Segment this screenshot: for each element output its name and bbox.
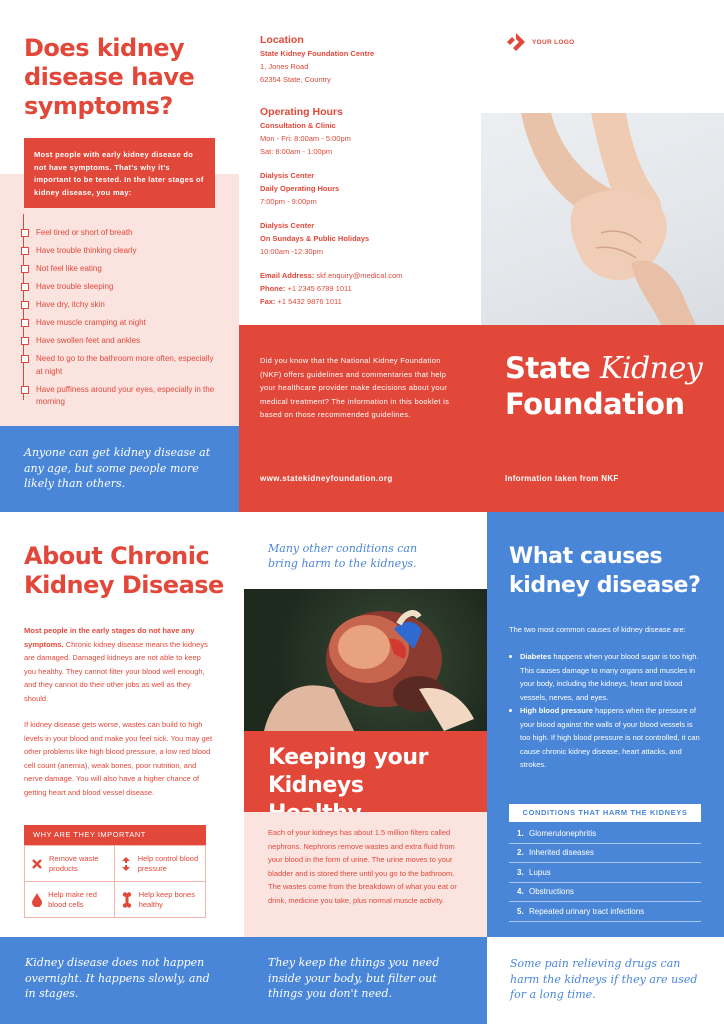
condition-number: 5. [517, 906, 524, 916]
banner-source: Information taken from NKF [505, 474, 619, 483]
symptom-item: Have puffiness around your eyes, especially in the morning [22, 384, 222, 409]
hours-line: Sat: 8:00am - 1:00pm [260, 147, 333, 156]
symptoms-list [22, 227, 222, 414]
bullet-icon [509, 709, 512, 712]
contact-lines [260, 269, 460, 308]
why-item-label: Remove waste products [49, 854, 99, 873]
about-title: About Chronic Kidney Disease [24, 542, 224, 599]
symptoms-title: Does kidney disease have symptoms? [24, 34, 195, 120]
logo-text: YOUR LOGO [532, 38, 575, 46]
why-item-label: Help keep bones healthy [138, 890, 195, 909]
banner-url[interactable]: www.statekidneyfoundation.org [260, 474, 393, 483]
panel1-quote-box [0, 426, 239, 512]
condition-label: Glomerulonephritis [529, 828, 597, 838]
symptom-item: Not feel like eating [22, 263, 222, 276]
hours-heading: Dialysis Center [260, 221, 315, 230]
fax-label: Fax: [260, 297, 276, 306]
condition-item [509, 883, 701, 903]
symptom-item: Have trouble sleeping [22, 281, 222, 294]
kidney-model-photo [244, 589, 487, 731]
phone-label: Phone: [260, 284, 286, 293]
condition-number: 4. [517, 887, 524, 897]
email-label: Email Address: [260, 271, 315, 280]
hours-heading: Dialysis Center [260, 171, 315, 180]
cause-item-text: happens when the pressure of your blood against the walls of your blood vessels is too high. If high blood pressure is not controlled, it can cause chronic kidney disease, heart attacks, and strokes. [520, 706, 700, 769]
hours-block [260, 219, 460, 258]
symptom-item: Have swollen feet and ankles [22, 335, 222, 348]
hands-illustration [481, 113, 724, 325]
brand-kidney: Kidney [599, 351, 703, 386]
symptom-item: Have trouble thinking clearly [22, 245, 222, 258]
about-para-2: If kidney disease gets worse, wastes can build to high levels in your blood and make you feel sick. You may get other problems like high blood pressure, a low red blood cell count (anemia), weak bones, poor nutrition, and nerve damage. You will also have a higher chance of getting heart and blood vessel disease. [24, 720, 213, 797]
address-line-2: 62354 State, Country [260, 75, 331, 84]
condition-number: 3. [517, 867, 524, 877]
middle-quote-bottom: They keep the things you need inside your body, but filter out things you don't need. [268, 956, 440, 1000]
phone-value[interactable]: +1 2345 6789 1011 [287, 284, 352, 293]
symptom-item: Feel tired or short of breath [22, 227, 222, 240]
middle-quote-bottom-box [244, 937, 487, 1024]
about-para-1-bold: Most people in the early stages do not have any symptoms. [24, 626, 195, 649]
symptoms-intro: Most people with early kidney disease do not have symptoms. That's why it's important to be tested. In the later stages of kidney disease, you may: [34, 150, 204, 197]
kidney-model-illustration [244, 589, 487, 731]
brand-state: State [505, 351, 591, 385]
healthy-title-box [244, 731, 487, 812]
why-item [25, 882, 115, 917]
causes-list [509, 650, 704, 772]
healthy-body: Each of your kidneys has about 1.5 million filters called nephrons. Nephrons remove wastes and extra fluid from your blood in the form of urine. The urine moves to your bladder and is stored there until you go to the bathroom. The wastes come from the breakdown of what you eat or drink, medicine you take, plus normal muscle activity. [268, 828, 457, 905]
logo-icon [506, 32, 526, 52]
hours-title: Operating Hours [260, 106, 343, 118]
condition-label: Obstructions [529, 887, 574, 897]
bone-icon [121, 892, 133, 908]
healthy-title: Keeping your Kidneys [268, 745, 429, 798]
hours-heading: On Sundays & Public Holidays [260, 234, 370, 243]
hours-line: Mon - Fri: 8:00am - 5:00pm [260, 134, 351, 143]
causes-intro: The two most common causes of kidney disease are: [509, 625, 686, 634]
cause-item-bold: High blood pressure [520, 706, 593, 715]
condition-item [509, 844, 701, 864]
drop-icon [31, 893, 42, 907]
about-para-1-text: Chronic kidney disease means the kidneys are damaged. Damaged kidneys are not able to keep you healthy. They cannot filter your blood well enough, and they cannot do their other jobs as well as they should. [24, 639, 208, 703]
hours-heading: Daily Operating Hours [260, 184, 340, 193]
condition-item [509, 863, 701, 883]
why-grid [24, 845, 206, 918]
about-body [24, 624, 214, 799]
conditions-list [509, 824, 701, 922]
address-line-1: 1, Jones Road [260, 62, 309, 71]
why-item-label: Help control blood pressure [137, 854, 199, 873]
banner-body: Did you know that the National Kidney Foundation (NKF) offers guidelines and commentaries that help your healthcare provider make decisions about your medical treatment? The information in this booklet is based on those recommended guidelines. [260, 356, 450, 419]
why-item [115, 882, 205, 917]
why-title: WHY ARE THEY IMPORTANT [24, 825, 206, 845]
symptom-item: Need to go to the bathroom more often, especially at night [22, 353, 222, 378]
why-item [115, 846, 205, 882]
why-item [25, 846, 115, 882]
hours-line: 10:00am -12:30pm [260, 247, 323, 256]
symptom-item: Have dry, itchy skin [22, 299, 222, 312]
arrows-icon [121, 857, 132, 871]
email-value[interactable]: skf.enquiry@medical.com [316, 271, 403, 280]
causes-panel [487, 512, 724, 937]
bullet-icon [509, 655, 512, 658]
hours-line: 7:00pm - 9:00pm [260, 197, 317, 206]
symptom-item: Have muscle cramping at night [22, 317, 222, 330]
causes-title: What causes kidney disease? [509, 544, 701, 598]
hours-block [260, 119, 460, 158]
location-name: State Kidney Foundation Centre [260, 49, 375, 58]
conditions-title: CONDITIONS THAT HARM THE KIDNEYS [509, 804, 701, 822]
logo [506, 32, 574, 52]
brand-foundation: Foundation [505, 387, 685, 421]
why-item-label: Help make red blood cells [48, 890, 97, 909]
hours-heading: Consultation & Clinic [260, 121, 336, 130]
condition-label: Repeated urinary tract infections [529, 906, 645, 916]
hours-list [260, 119, 460, 258]
condition-number: 2. [517, 848, 524, 858]
about-quote-box [0, 937, 244, 1024]
fax-value: +1 5432 9876 1011 [277, 297, 342, 306]
middle-quote-top: Many other conditions can bring harm to the kidneys. [268, 542, 418, 570]
why-important-box [24, 825, 206, 918]
condition-label: Inherited diseases [529, 848, 594, 858]
location-title: Location [260, 34, 304, 46]
causes-quote: Some pain relieving drugs can harm the kidneys if they are used for a long time. [510, 957, 698, 1001]
contact-block [260, 34, 460, 308]
x-icon [31, 858, 43, 870]
cause-item-bold: Diabetes [520, 652, 552, 661]
about-quote: Kidney disease does not happen overnight. It happens slowly, and in stages. [25, 956, 210, 1000]
cause-item-text: happens when your blood sugar is too high. This causes damage to many organs and muscles in your body, including the kidneys, heart and blood vessels, nerves, and eyes. [520, 652, 699, 702]
panel1-quote: Anyone can get kidney disease at any age, but some people more likely than others. [24, 446, 211, 490]
about-para-1 [24, 624, 214, 705]
condition-item [509, 824, 701, 844]
brand-title [505, 351, 715, 422]
hours-block [260, 169, 460, 208]
condition-item [509, 902, 701, 922]
condition-label: Lupus [529, 867, 551, 877]
symptoms-intro-box [24, 138, 215, 208]
healthy-body-box [244, 812, 487, 937]
cause-item [509, 650, 704, 704]
hands-photo [481, 113, 724, 325]
foundation-banner [239, 325, 724, 512]
condition-number: 1. [517, 828, 524, 838]
cause-item [509, 704, 704, 772]
